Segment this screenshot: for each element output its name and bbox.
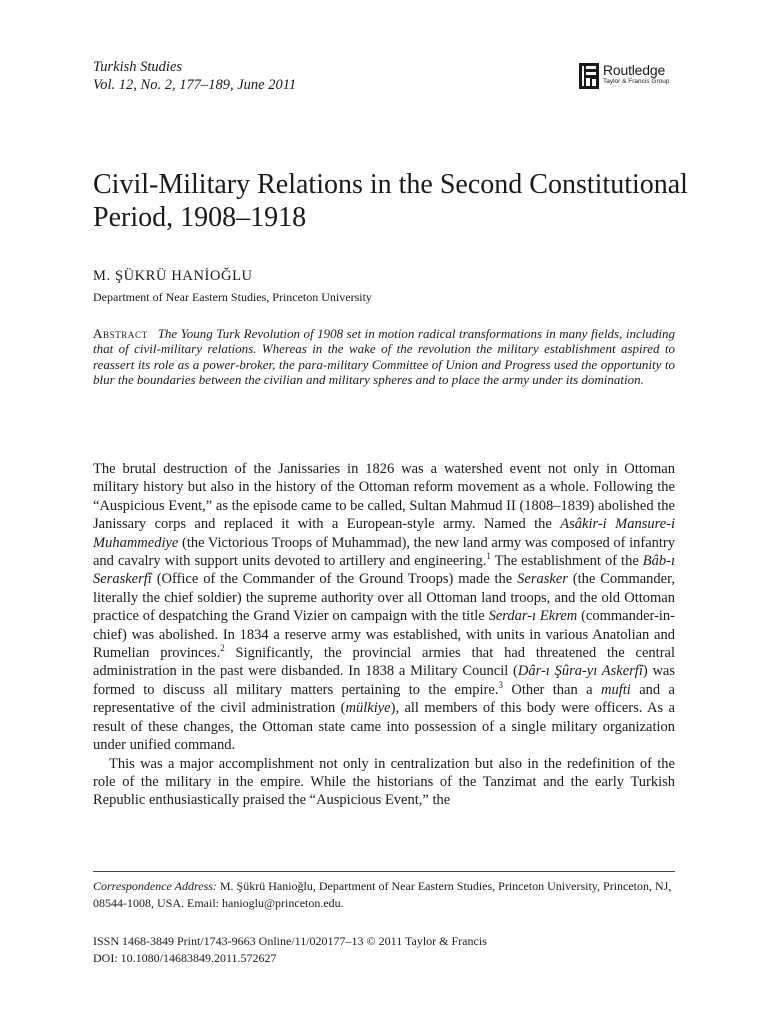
publication-info: [93, 933, 675, 966]
author-name: M. ŞÜKRÜ HANİOĞLU: [93, 268, 253, 284]
italic-term: mülkiye: [345, 700, 391, 717]
footnote-marker: 2: [220, 643, 225, 654]
journal-name: Turkish Studies: [93, 59, 183, 75]
abstract: [93, 326, 675, 387]
doi-line: DOI: 10.1080/14683849.2011.572627: [93, 950, 277, 965]
italic-term: Bâb-ı Seraskerfî: [93, 553, 675, 588]
abstract-label: Abstract: [93, 326, 148, 341]
text-run: ), all members of this body were officers. As a result of these changes, the Ottoman state came into possession of a single military organization under unified command.: [93, 700, 675, 754]
body-paragraph: [93, 460, 675, 755]
abstract-text: The Young Turk Revolution of 1908 set in motion radical transformations in many fields, including that of civil-military relations. Whereas in the wake of the revolution the military establishment aspired to reassert its role as a power-broker, the para-military Committee of Union and Progress used the opportunity to blur the boundaries between the civilian and military spheres and to place the army under its domination.: [93, 326, 675, 387]
publisher-name: Routledge: [603, 62, 666, 78]
text-run: Significantly, the provincial armies that had threatened the central administration in the past were disbanded. In 1838 a Military Council (: [93, 645, 675, 680]
italic-term: Asâkir-i Mansure-i Muhammediye: [93, 516, 675, 551]
article-title: Civil-Military Relations in the Second Constitutional Period, 1908–1918: [93, 169, 688, 233]
footnote-marker: 3: [498, 680, 503, 691]
text-run: Other than a: [502, 681, 601, 698]
correspondence-label: Correspondence Address:: [93, 879, 217, 893]
journal-citation: [93, 58, 296, 94]
italic-term: Serdar-ı Ekrem: [488, 608, 578, 625]
italic-term: Dâr-ı Şûra-yı Askerfî: [517, 663, 643, 680]
text-run: ) was formed to discuss all military matters pertaining to the empire.: [93, 663, 676, 698]
text-run: The establishment of the: [490, 553, 643, 570]
journal-issue: Vol. 12, No. 2, 177–189, June 2011: [93, 77, 297, 93]
italic-term: Serasker: [517, 571, 568, 588]
footnote-marker: 1: [486, 551, 491, 562]
body-paragraph: This was a major accomplishment not only in centralization but also in the redefinition of the role of the military in the empire. While the historians of the Tanzimat and the early Turkish Republic enthusiastically praised the “Auspicious Event,” the: [93, 755, 675, 809]
text-run: (Office of the Commander of the Ground Troops) made the: [151, 571, 518, 588]
italic-term: mufti: [601, 681, 631, 698]
text-run: (the Victorious Troops of Muhammad), the new land army was composed of infantry and cavalry with support units devoted to artillery and engineering.: [93, 534, 675, 570]
body-text: [93, 460, 675, 810]
publisher-group: Taylor & Francis Group: [603, 78, 670, 85]
text-run: and a representative of the civil administration (: [93, 681, 675, 717]
issn-line: ISSN 1468-3849 Print/1743-9663 Online/11/020177–13 © 2011 Taylor & Francis: [93, 934, 487, 948]
text-run: The brutal destruction of the Janissaries in 1826 was a watershed event not only in Ottoman military history but also in the history of the Ottoman reform movement as a whole. Following the “Auspicious Event,” as the episode came to be called, Sultan Mahmud II (1808–1839) abolished the Janissary corps and replaced it with a European-style army. Named the: [93, 461, 675, 533]
publisher-logo: [578, 60, 688, 94]
text-run: (commander-in-chief) was abolished. In 1834 a reserve army was established, with units in various Anatolian and Rumelian provinces.: [93, 608, 676, 662]
text-run: (the Commander, literally the chief soldier) the supreme authority over all Ottoman land troops, and the old Ottoman practice of despatching the Grand Vizier on campaign with the title: [93, 571, 675, 625]
correspondence-text: M. Şükrü Hanioğlu, Department of Near Eastern Studies, Princeton University, Princeton, NJ, 08544-1008, USA. Email: hanioglu@princeton.edu.: [93, 879, 672, 910]
footer-divider: [93, 871, 675, 872]
routledge-logo-icon: [578, 62, 600, 90]
author-affiliation: Department of Near Eastern Studies, Princeton University: [93, 290, 372, 304]
correspondence-address: [93, 878, 675, 911]
